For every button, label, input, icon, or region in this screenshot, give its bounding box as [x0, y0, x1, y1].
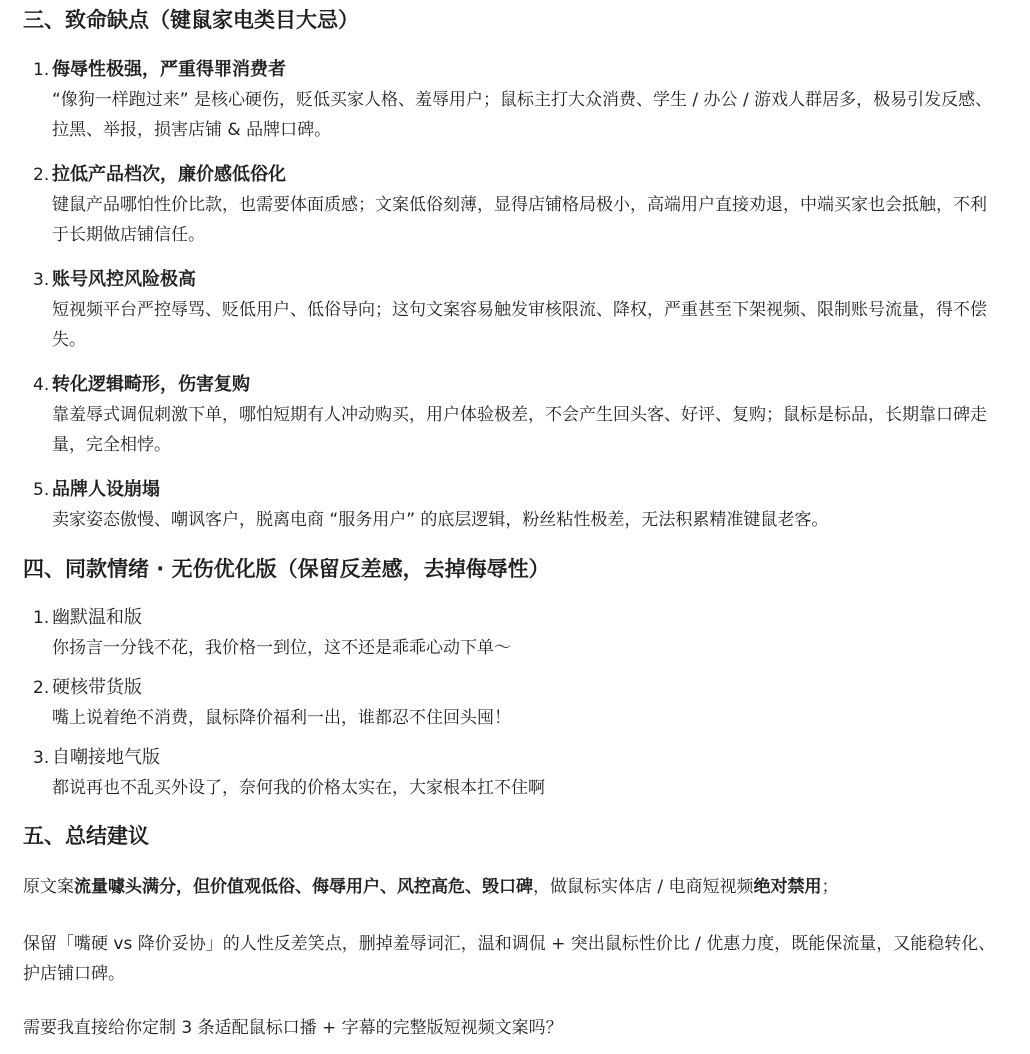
- item-number: 4.: [33, 375, 50, 395]
- item-title: 品牌人设崩塌: [52, 479, 160, 500]
- item-description: 嘴上说着绝不消费，鼠标降价福利一出，谁都忍不住回头囤！: [52, 708, 511, 728]
- item-title: 幽默温和版: [52, 607, 142, 628]
- item-number: 2.: [33, 678, 50, 698]
- section-heading-5: 五、总结建议: [23, 824, 149, 848]
- suggestion-paragraph: 保留「嘴硬 vs 降价妥协」的人性反差笑点，删掉羞辱词汇，温和调侃 + 突出鼠标性价比 / 优惠力度，既能保流量，又能稳转化、护店铺口碑。: [23, 934, 996, 984]
- item-title: 账号风控风险极高: [52, 269, 196, 290]
- item-title: 自嘲接地气版: [52, 747, 160, 768]
- item-description: 键鼠产品哪怕性价比款，也需要体面质感；文案低俗刻薄，显得店铺格局极小，高端用户直接劝退，中端买家也会抵触，不利于长期做店铺信任。: [52, 195, 987, 245]
- item-description: 卖家姿态傲慢、嘲讽客户，脱离电商 “服务用户” 的底层逻辑，粉丝粘性极差，无法积累精准键鼠老客。: [52, 510, 829, 530]
- section-heading-3: 三、致命缺点（键鼠家电类目大忌）: [23, 8, 359, 32]
- item-description: 都说再也不乱买外设了，奈何我的价格太实在，大家根本扛不住啊: [52, 778, 545, 798]
- item-title: 侮辱性极强，严重得罪消费者: [52, 59, 286, 80]
- item-description: 你扬言一分钱不花，我价格一到位，这不还是乖乖心动下单～: [52, 638, 511, 658]
- item-title: 硬核带货版: [52, 677, 142, 698]
- section-heading-4: 四、同款情绪 · 无伤优化版（保留反差感，去掉侮辱性）: [23, 557, 550, 581]
- item-number: 2.: [33, 165, 50, 185]
- item-number: 3.: [33, 270, 50, 290]
- item-description: “像狗一样跑过来” 是核心硬伤，贬低买家人格、羞辱用户；鼠标主打大众消费、学生 / 办公 / 游戏人群居多，极易引发反感、拉黑、举报，损害店铺 & 品牌口碑。: [52, 90, 993, 140]
- item-description: 靠羞辱式调侃刺激下单，哪怕短期有人冲动购买，用户体验极差，不会产生回头客、好评、复购；鼠标是标品，长期靠口碑走量，完全相悖。: [52, 405, 987, 455]
- item-title: 转化逻辑畸形，伤害复购: [52, 374, 250, 395]
- summary-paragraph: 原文案流量噱头满分，但价值观低俗、侮辱用户、风控高危、毁口碑，做鼠标实体店 / 电商短视频绝对禁用；: [23, 877, 839, 897]
- item-number: 1.: [33, 60, 50, 80]
- item-number: 1.: [33, 608, 50, 628]
- item-description: 短视频平台严控辱骂、贬低用户、低俗导向；这句文案容易触发审核限流、降权，严重甚至下架视频、限制账号流量，得不偿失。: [52, 300, 987, 350]
- item-number: 3.: [33, 748, 50, 768]
- closing-question: 需要我直接给你定制 3 条适配鼠标口播 + 字幕的完整版短视频文案吗？: [23, 1018, 563, 1038]
- item-number: 5.: [33, 480, 50, 500]
- item-title: 拉低产品档次，廉价感低俗化: [52, 164, 286, 185]
